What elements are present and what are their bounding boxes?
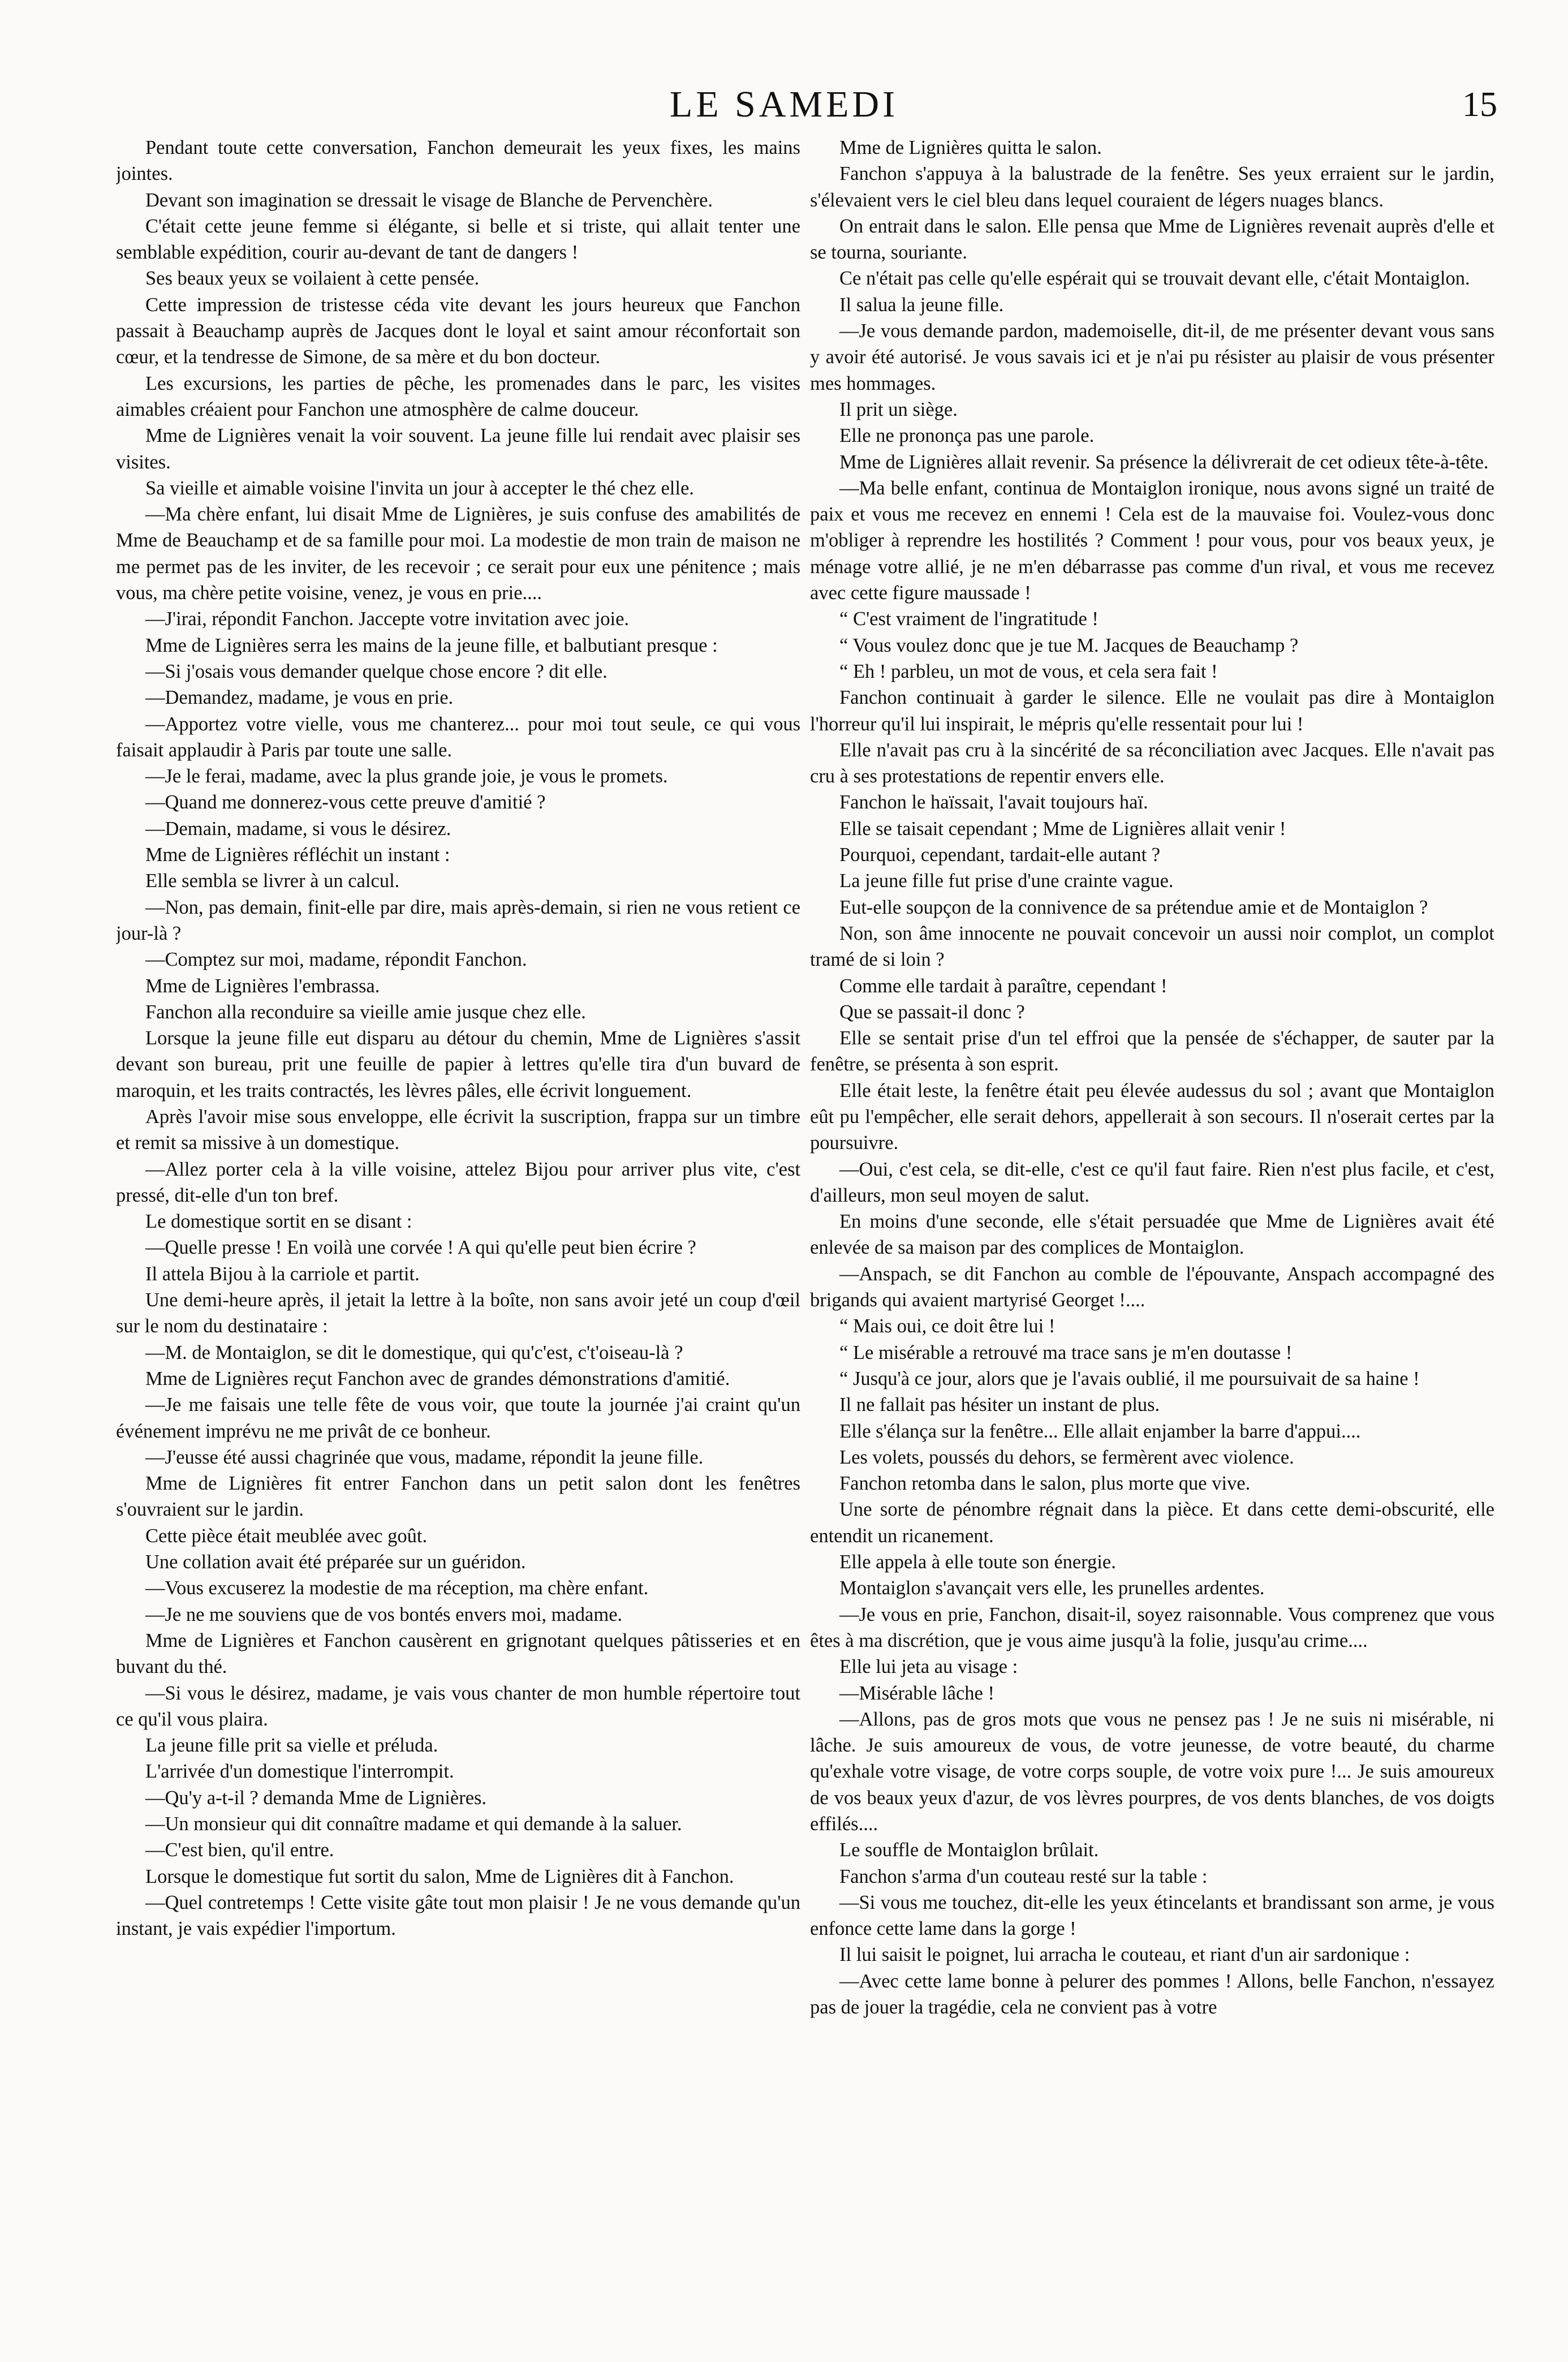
paragraph: —Qu'y a-t-il ? demanda Mme de Lignières.	[145, 1787, 487, 1809]
paragraph: —Ma belle enfant, continua de Montaiglon ironique, nous avons signé un traité de paix et vous me recevez en ennemi ! Cela est de la mauvaise foi. Voulez-vous donc m'obliger à reprendre les hostilités ? Comment ! pour vous, pour vos beaux yeux, je ménage votre allié, je ne m'en débarrasse pas comme d'un rival, et vous me recevez avec cette figure maussade !	[810, 477, 1494, 604]
paragraph: Mme de Lignières et Fanchon causèrent en grignotant quelques pâtisseries et en buvant du thé.	[116, 1629, 800, 1678]
paragraph: —Allons, pas de gros mots que vous ne pensez pas ! Je ne suis ni misérable, ni lâche. Je suis amoureux de vous, de votre jeunesse, de votre beauté, du charme qu'exhale votre visage, de votre corps souple, de votre voix pure !... Je suis amoureux de vos beaux yeux d'azur, de vos lèvres pourpres, de vos dents blanches, de vos doigts effilés....	[810, 1708, 1494, 1835]
paragraph: La jeune fille fut prise d'une crainte vague.	[839, 870, 1174, 892]
text-column-left	[116, 135, 800, 2318]
paragraph: —J'eusse été aussi chagrinée que vous, madame, répondit la jeune fille.	[145, 1446, 704, 1468]
paragraph: Pourquoi, cependant, tardait-elle autant ?	[839, 844, 1161, 866]
paragraph: “ Mais oui, ce doit être lui !	[839, 1315, 1056, 1337]
paragraph: Elle appela à elle toute son énergie.	[839, 1551, 1116, 1573]
paragraph: —Je ne me souviens que de vos bontés envers moi, madame.	[145, 1603, 623, 1625]
paragraph: “ Jusqu'à ce jour, alors que je l'avais oublié, il me poursuivait de sa haine !	[839, 1367, 1420, 1389]
paragraph: —Je me faisais une telle fête de vous voir, que toute la journée j'ai craint qu'un événement imprévu ne me privât de ce bonheur.	[116, 1394, 800, 1442]
paragraph: Elle lui jeta au visage :	[839, 1656, 1018, 1678]
paragraph: —Apportez votre vielle, vous me chanterez... pour moi tout seule, ce qui vous faisait applaudir à Paris par toute une salle.	[116, 713, 800, 761]
paragraph: Après l'avoir mise sous enveloppe, elle écrivit la suscription, frappa sur un timbre et remit sa missive à un domestique.	[116, 1105, 800, 1154]
paragraph: Elle était leste, la fenêtre était peu élevée audessus du sol ; avant que Montaiglon eût pu l'empêcher, elle serait dehors, appellerait à son secours. Il n'oserait certes par la poursuivre.	[810, 1079, 1494, 1154]
paragraph: —Si vous le désirez, madame, je vais vous chanter de mon humble répertoire tout ce qu'il vous plaira.	[116, 1682, 800, 1730]
paragraph: Elle sembla se livrer à un calcul.	[145, 870, 400, 892]
paragraph: La jeune fille prit sa vielle et préluda.	[145, 1735, 438, 1757]
paragraph: Cette pièce était meublée avec goût.	[145, 1525, 428, 1547]
paragraph: Mme de Lignières quitta le salon.	[839, 137, 1102, 158]
paragraph: Lorsque le domestique fut sortit du salon, Mme de Lignières dit à Fanchon.	[145, 1865, 734, 1887]
paragraph: Une demi-heure après, il jetait la lettre à la boîte, non sans avoir jeté un coup d'œil sur le nom du destinataire :	[116, 1289, 800, 1337]
paragraph: C'était cette jeune femme si élégante, si belle et si triste, qui allait tenter une semblable expédition, courir au-devant de tant de dangers !	[116, 215, 800, 264]
paragraph: Il lui saisit le poignet, lui arracha le couteau, et riant d'un air sardonique :	[839, 1944, 1410, 1966]
paragraph: “ Le misérable a retrouvé ma trace sans je m'en doutasse !	[839, 1341, 1293, 1363]
text-column-right	[810, 135, 1494, 2318]
paragraph: —Un monsieur qui dit connaître madame et qui demande à la saluer.	[145, 1813, 682, 1835]
paragraph: —Je vous demande pardon, mademoiselle, dit-il, de me présenter devant vous sans y avoir été autorisé. Je vous savais ici et je n'ai pu résister au plaisir de vous présenter mes hommages.	[810, 320, 1494, 394]
paragraph: Fanchon s'arma d'un couteau resté sur la table :	[839, 1865, 1208, 1887]
paragraph: Fanchon retomba dans le salon, plus morte que vive.	[839, 1473, 1251, 1495]
paragraph: Fanchon le haïssait, l'avait toujours haï.	[839, 791, 1148, 814]
paragraph: Mme de Lignières reçut Fanchon avec de grandes démonstrations d'amitié.	[145, 1367, 730, 1389]
paragraph: Cette impression de tristesse céda vite devant les jours heureux que Fanchon passait à Beauchamp auprès de Jacques dont le loyal et saint amour réconfortait son cœur, et la tendresse de Simone, de sa mère et du bon docteur.	[116, 294, 800, 368]
paragraph: —Non, pas demain, finit-elle par dire, mais après-demain, si rien ne vous retient ce jour-là ?	[116, 896, 800, 944]
paragraph: —Demandez, madame, je vous en prie.	[145, 687, 454, 709]
paragraph: On entrait dans le salon. Elle pensa que Mme de Lignières revenait auprès d'elle et se tourna, souriante.	[810, 215, 1494, 264]
paragraph: Elle se taisait cependant ; Mme de Lignières allait venir !	[839, 818, 1286, 840]
paragraph: Il attela Bijou à la carriole et partit.	[145, 1263, 420, 1285]
paragraph: Pendant toute cette conversation, Fanchon demeurait les yeux fixes, les mains jointes.	[116, 137, 800, 185]
paragraph: “ C'est vraiment de l'ingratitude !	[839, 608, 1099, 630]
paragraph: Devant son imagination se dressait le visage de Blanche de Pervenchère.	[145, 189, 713, 211]
paragraph: Lorsque la jeune fille eut disparu au détour du chemin, Mme de Lignières s'assit devant son bureau, prit une feuille de papier à lettres qu'elle tira d'un buvard de maroquin, et les traits contractés, les lèvres pâles, elle écrivit longuement.	[116, 1027, 800, 1102]
paragraph: “ Eh ! parbleu, un mot de vous, et cela sera fait !	[839, 660, 1218, 682]
paragraph: L'arrivée d'un domestique l'interrompit.	[145, 1761, 454, 1783]
paragraph: Le souffle de Montaiglon brûlait.	[839, 1839, 1099, 1861]
paragraph: Sa vieille et aimable voisine l'invita un jour à accepter le thé chez elle.	[145, 477, 694, 499]
paragraph: Mme de Lignières réfléchit un instant :	[145, 844, 450, 866]
paragraph: —Si vous me touchez, dit-elle les yeux étincelants et brandissant son arme, je vous enfonce cette lame dans la gorge !	[810, 1891, 1494, 1940]
paragraph: —Je vous en prie, Fanchon, disait-il, soyez raisonnable. Vous comprenez que vous êtes à ma discrétion, que je vous aime jusqu'à la folie, jusqu'au crime....	[810, 1603, 1494, 1651]
paragraph: —Demain, madame, si vous le désirez.	[145, 818, 451, 840]
paragraph: Non, son âme innocente ne pouvait concevoir un aussi noir complot, un complot tramé de si loin ?	[810, 922, 1494, 971]
paragraph: —Allez porter cela à la ville voisine, attelez Bijou pour arriver plus vite, c'est pressé, dit-elle d'un ton bref.	[116, 1158, 800, 1206]
paragraph: Une collation avait été préparée sur un guéridon.	[145, 1551, 526, 1573]
paragraph: Fanchon alla reconduire sa vieille amie jusque chez elle.	[145, 1001, 586, 1023]
paragraph: En moins d'une seconde, elle s'était persuadée que Mme de Lignières avait été enlevée de sa maison par des complices de Montaiglon.	[810, 1211, 1494, 1259]
page-header	[0, 79, 1568, 130]
paragraph: Elle n'avait pas cru à la sincérité de sa réconciliation avec Jacques. Elle n'avait pas cru à ses protestations de repentir envers elle.	[810, 739, 1494, 788]
paragraph: Elle se sentait prise d'un tel effroi que la pensée de s'échapper, de sauter par la fenêtre, se présenta à son esprit.	[810, 1027, 1494, 1075]
paragraph: —Quand me donnerez-vous cette preuve d'amitié ?	[145, 791, 546, 814]
paragraph: Ce n'était pas celle qu'elle espérait qui se trouvait devant elle, c'était Montaiglon.	[839, 268, 1470, 290]
paragraph: Elle s'élança sur la fenêtre... Elle allait enjamber la barre d'appui....	[839, 1420, 1361, 1442]
paragraph: Que se passait-il donc ?	[839, 1001, 1025, 1023]
paragraph: —Avec cette lame bonne à pelurer des pommes ! Allons, belle Fanchon, n'essayez pas de jouer la tragédie, cela ne convient pas à votre	[810, 1970, 1494, 2019]
paragraph: —Oui, c'est cela, se dit-elle, c'est ce qu'il faut faire. Rien n'est plus facile, et c'est, d'ailleurs, mon seul moyen de salut.	[810, 1158, 1494, 1206]
paragraph: Le domestique sortit en se disant :	[145, 1211, 412, 1233]
paragraph: —Si j'osais vous demander quelque chose encore ? dit elle.	[145, 660, 608, 682]
paragraph: Mme de Lignières fit entrer Fanchon dans un petit salon dont les fenêtres s'ouvraient sur le jardin.	[116, 1473, 800, 1521]
paragraph: —Vous excuserez la modestie de ma réception, ma chère enfant.	[145, 1577, 649, 1599]
paragraph: Les excursions, les parties de pêche, les promenades dans le parc, les visites aimables créaient pour Fanchon une atmosphère de calme douceur.	[116, 372, 800, 420]
paragraph: —J'irai, répondit Fanchon. Jaccepte votre invitation avec joie.	[145, 608, 630, 630]
paragraph: Les volets, poussés du dehors, se fermèrent avec violence.	[839, 1446, 1294, 1468]
paragraph: —C'est bien, qu'il entre.	[145, 1839, 334, 1861]
paragraph: Il prit un siège.	[839, 398, 958, 420]
page-number: 15	[1462, 85, 1497, 124]
paragraph: —Quelle presse ! En voilà une corvée ! A qui qu'elle peut bien écrire ?	[145, 1237, 696, 1259]
paragraph: Une sorte de pénombre régnait dans la pièce. Et dans cette demi-obscurité, elle entendit un ricanement.	[810, 1499, 1494, 1547]
paragraph: Il ne fallait pas hésiter un instant de plus.	[839, 1394, 1160, 1416]
paragraph: Ses beaux yeux se voilaient à cette pensée.	[145, 268, 480, 290]
paragraph: Fanchon continuait à garder le silence. Elle ne voulait pas dire à Montaiglon l'horreur qu'il lui inspirait, le mépris qu'elle ressentait pour lui !	[810, 687, 1494, 735]
paragraph: —Misérable lâche !	[839, 1682, 994, 1704]
paragraph: —Ma chère enfant, lui disait Mme de Lignières, je suis confuse des amabilités de Mme de Beauchamp et de sa famille pour moi. La modestie de mon train de maison ne me permet pas de les inviter, de les recevoir ; ce serait pour eux une pénitence ; mais vous, ma chère petite voisine, venez, je vous en prie....	[116, 504, 800, 604]
paragraph: —M. de Montaiglon, se dit le domestique, qui qu'c'est, c't'oiseau-là ?	[145, 1341, 683, 1363]
paragraph: Elle ne prononça pas une parole.	[839, 425, 1095, 447]
paragraph: Fanchon s'appuya à la balustrade de la fenêtre. Ses yeux erraient sur le jardin, s'élevaient vers le ciel bleu dans lequel couraient de légers nuages blancs.	[810, 163, 1494, 211]
paragraph: Comme elle tardait à paraître, cependant !	[839, 975, 1168, 997]
paragraph: Mme de Lignières allait revenir. Sa présence la délivrerait de cet odieux tête-à-tête.	[839, 451, 1489, 473]
paragraph: Mme de Lignières venait la voir souvent. La jeune fille lui rendait avec plaisir ses visites.	[116, 425, 800, 473]
paragraph: Mme de Lignières l'embrassa.	[145, 975, 380, 997]
paragraph: Mme de Lignières serra les mains de la jeune fille, et balbutiant presque :	[145, 634, 718, 656]
paragraph: —Anspach, se dit Fanchon au comble de l'épouvante, Anspach accompagné des brigands qui avaient martyrisé Georget !....	[810, 1263, 1494, 1311]
paragraph: —Quel contretemps ! Cette visite gâte tout mon plaisir ! Je ne vous demande qu'un instant, je vais expédier l'importum.	[116, 1891, 800, 1940]
paragraph: Il salua la jeune fille.	[839, 294, 1004, 316]
paragraph: Montaiglon s'avançait vers elle, les prunelles ardentes.	[839, 1577, 1265, 1599]
page-title: LE SAMEDI	[669, 84, 899, 125]
paragraph: —Je le ferai, madame, avec la plus grande joie, je vous le promets.	[145, 765, 668, 788]
paragraph: “ Vous voulez donc que je tue M. Jacques de Beauchamp ?	[839, 634, 1299, 656]
paragraph: Eut-elle soupçon de la connivence de sa prétendue amie et de Montaiglon ?	[839, 896, 1428, 918]
paragraph: —Comptez sur moi, madame, répondit Fanchon.	[145, 949, 527, 971]
